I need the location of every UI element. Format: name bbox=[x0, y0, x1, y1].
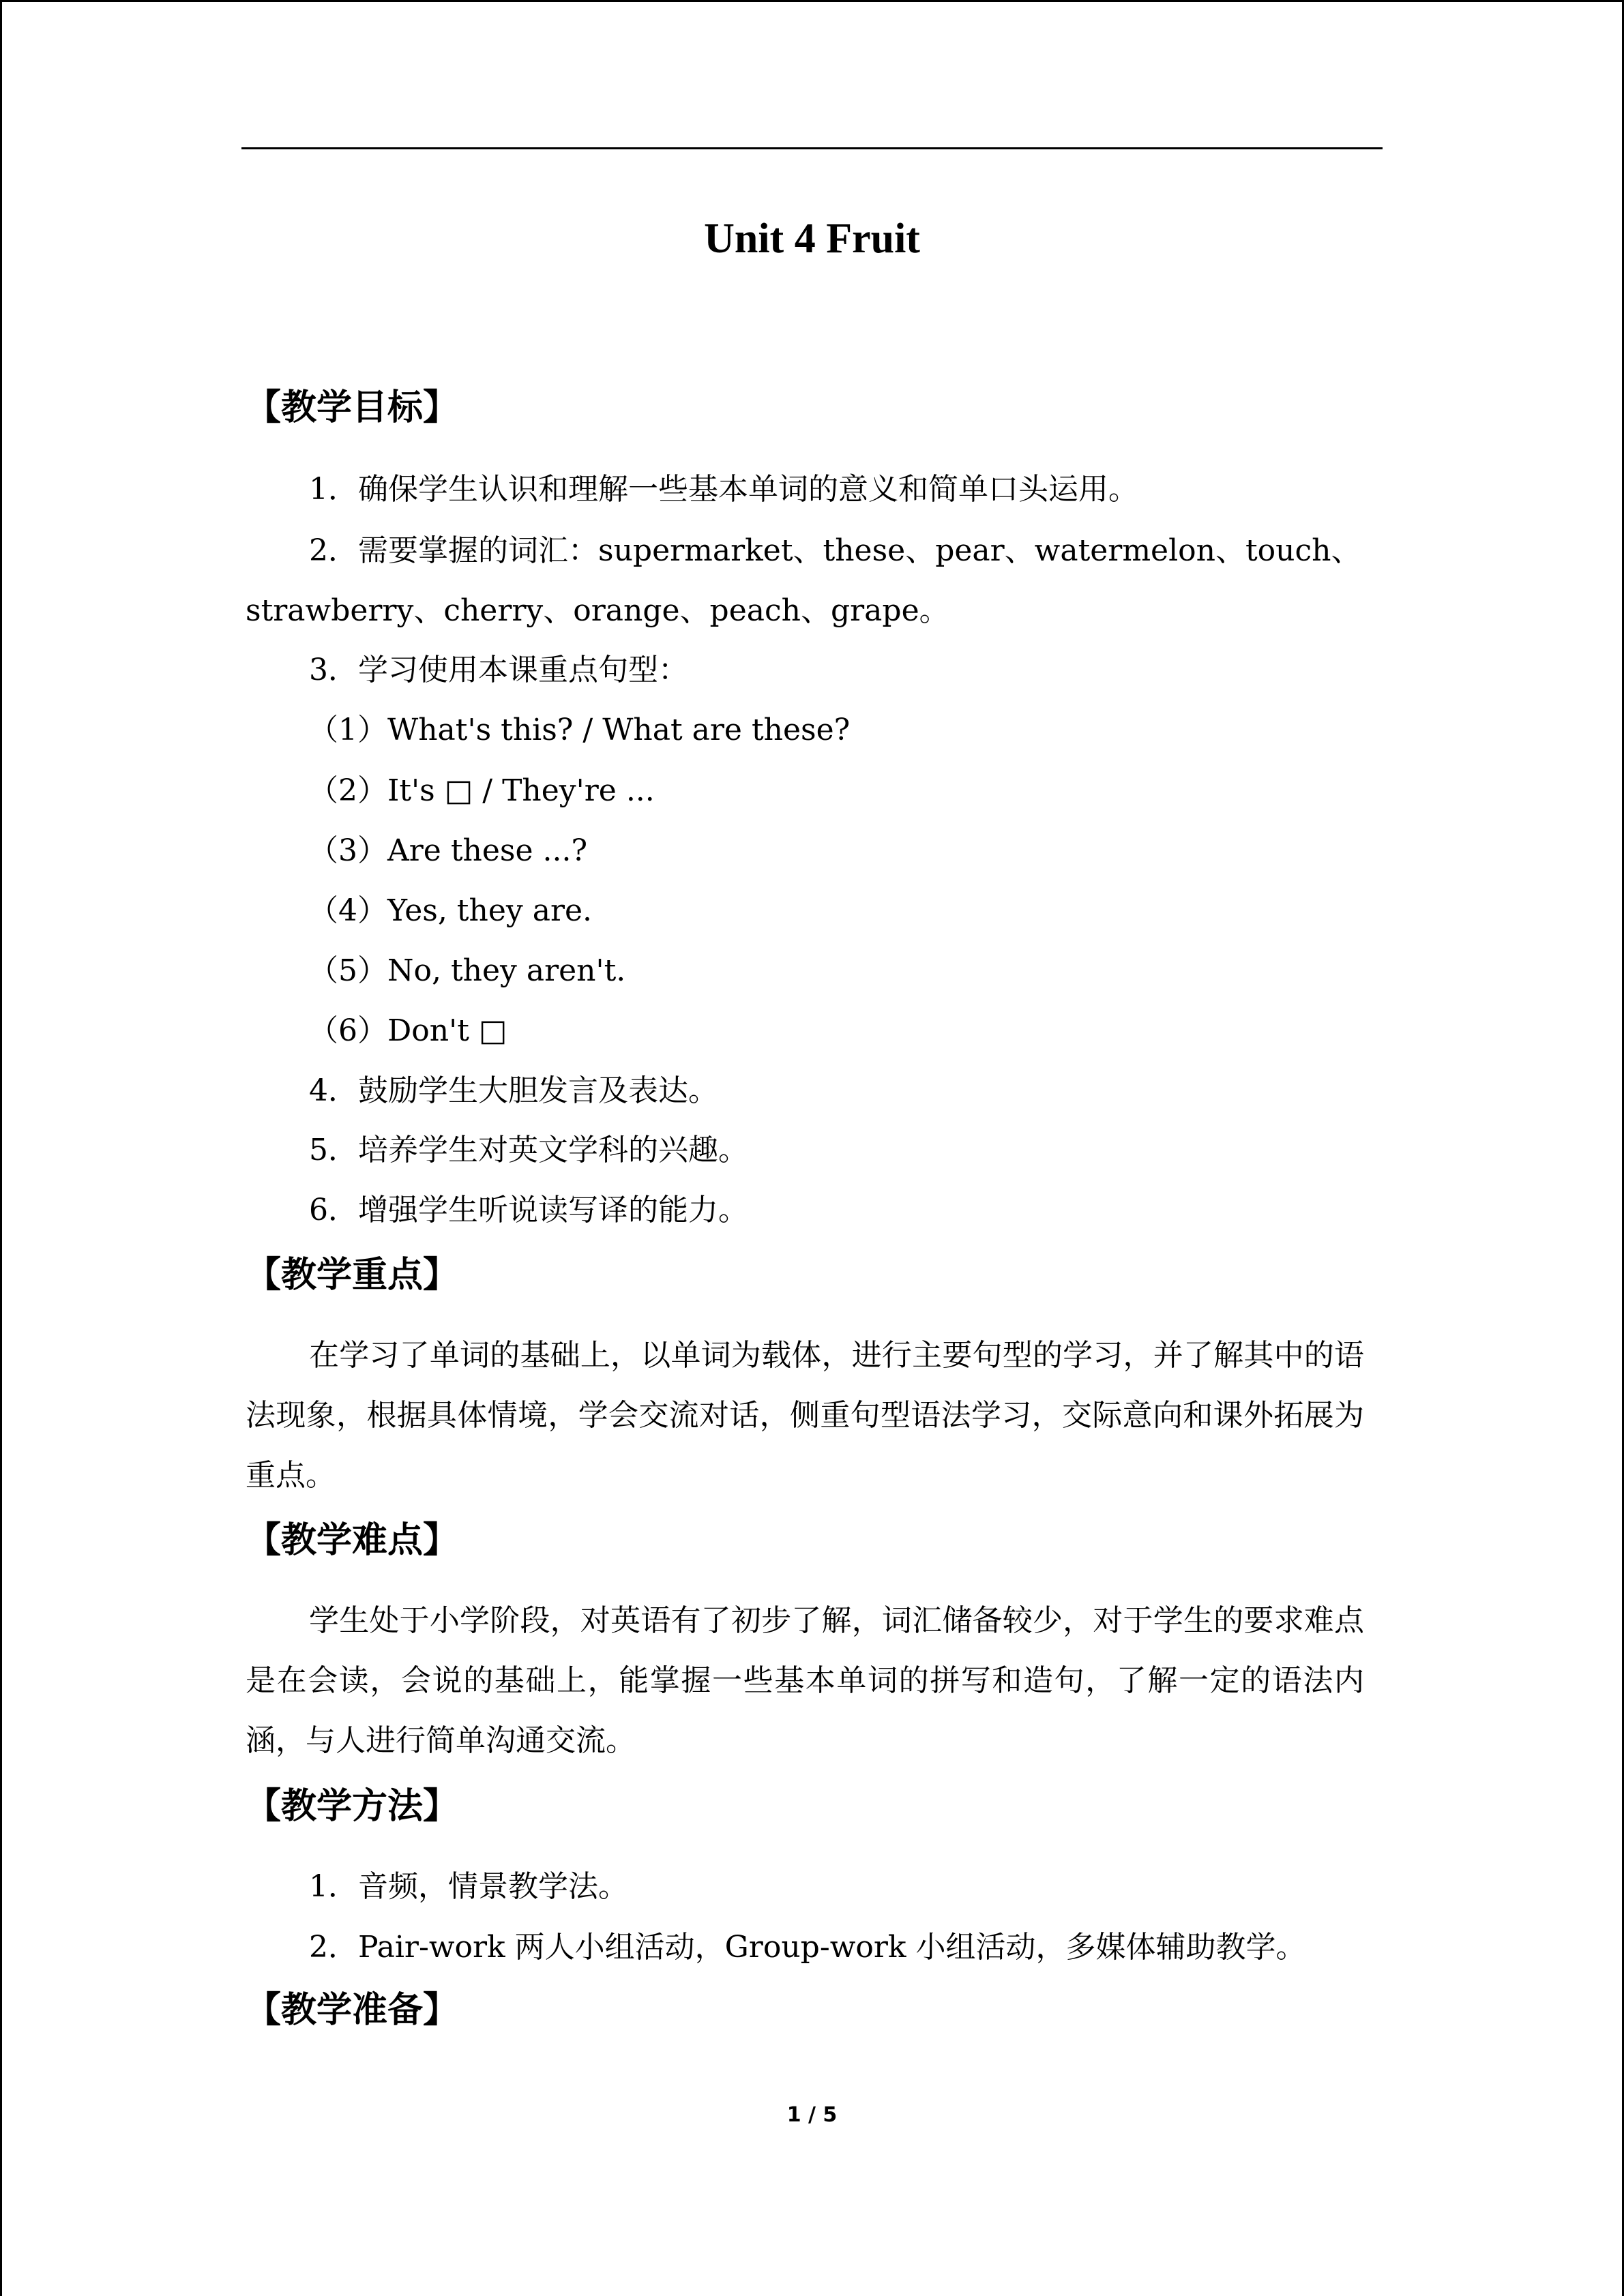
objective-item-6: 6．增强学生听说读写译的能力。 bbox=[309, 1193, 748, 1227]
objective-item-4: 4．鼓励学生大胆发言及表达。 bbox=[309, 1073, 718, 1108]
methods-heading: 【教学方法】 bbox=[246, 1786, 459, 1827]
pattern-item: （2）It's □ / They're ... bbox=[308, 773, 655, 808]
objective-item-2: 2．需要掌握的词汇：supermarket、these、pear、watermelon、touch、 bbox=[309, 533, 1361, 568]
objective-item-1: 1．确保学生认识和理解一些基本单词的意义和简单口头运用。 bbox=[309, 472, 1138, 507]
pattern-item: （6）Don't □ bbox=[308, 1013, 507, 1048]
method-item-1: 1．音频，情景教学法。 bbox=[309, 1869, 628, 1904]
header-rule bbox=[241, 147, 1383, 149]
pattern-item: （5）No, they aren't. bbox=[308, 953, 626, 988]
difficulties-heading: 【教学难点】 bbox=[246, 1520, 459, 1561]
page-number: 1 / 5 bbox=[786, 2103, 838, 2127]
objective-item-5: 5．培养学生对英文学科的兴趣。 bbox=[309, 1133, 748, 1167]
difficulties-body: 学生处于小学阶段，对英语有了初步了解，词汇储备较少，对于学生的要求难点是在会读，会说的基础上，能掌握一些基本单词的拼写和造句，了解一定的语法内涵，与人进行简单沟通交流。 bbox=[246, 1603, 1364, 1758]
key-points-heading: 【教学重点】 bbox=[246, 1255, 459, 1296]
pattern-item: （4）Yes, they are. bbox=[308, 893, 593, 928]
objective-item-3: 3．学习使用本课重点句型： bbox=[309, 653, 688, 687]
objectives-heading: 【教学目标】 bbox=[246, 387, 459, 428]
key-points-body: 在学习了单词的基础上，以单词为载体，进行主要句型的学习，并了解其中的语法现象，根据具体情境，学会交流对话，侧重句型语法学习，交际意向和课外拓展为重点。 bbox=[246, 1338, 1364, 1493]
pattern-item: （3）Are these ...? bbox=[308, 833, 588, 868]
method-item-2: 2．Pair-work 两人小组活动，Group-work 小组活动，多媒体辅助教学。 bbox=[309, 1930, 1306, 1965]
page-border-top bbox=[0, 0, 1624, 2]
pattern-item: （1）What's this? / What are these? bbox=[308, 713, 851, 747]
objective-item-2-continued: strawberry、cherry、orange、peach、grape。 bbox=[246, 593, 949, 628]
document-title: Unit 4 Fruit bbox=[704, 215, 920, 262]
preparation-heading: 【教学准备】 bbox=[246, 1990, 459, 2031]
page-border-left bbox=[0, 0, 2, 2296]
